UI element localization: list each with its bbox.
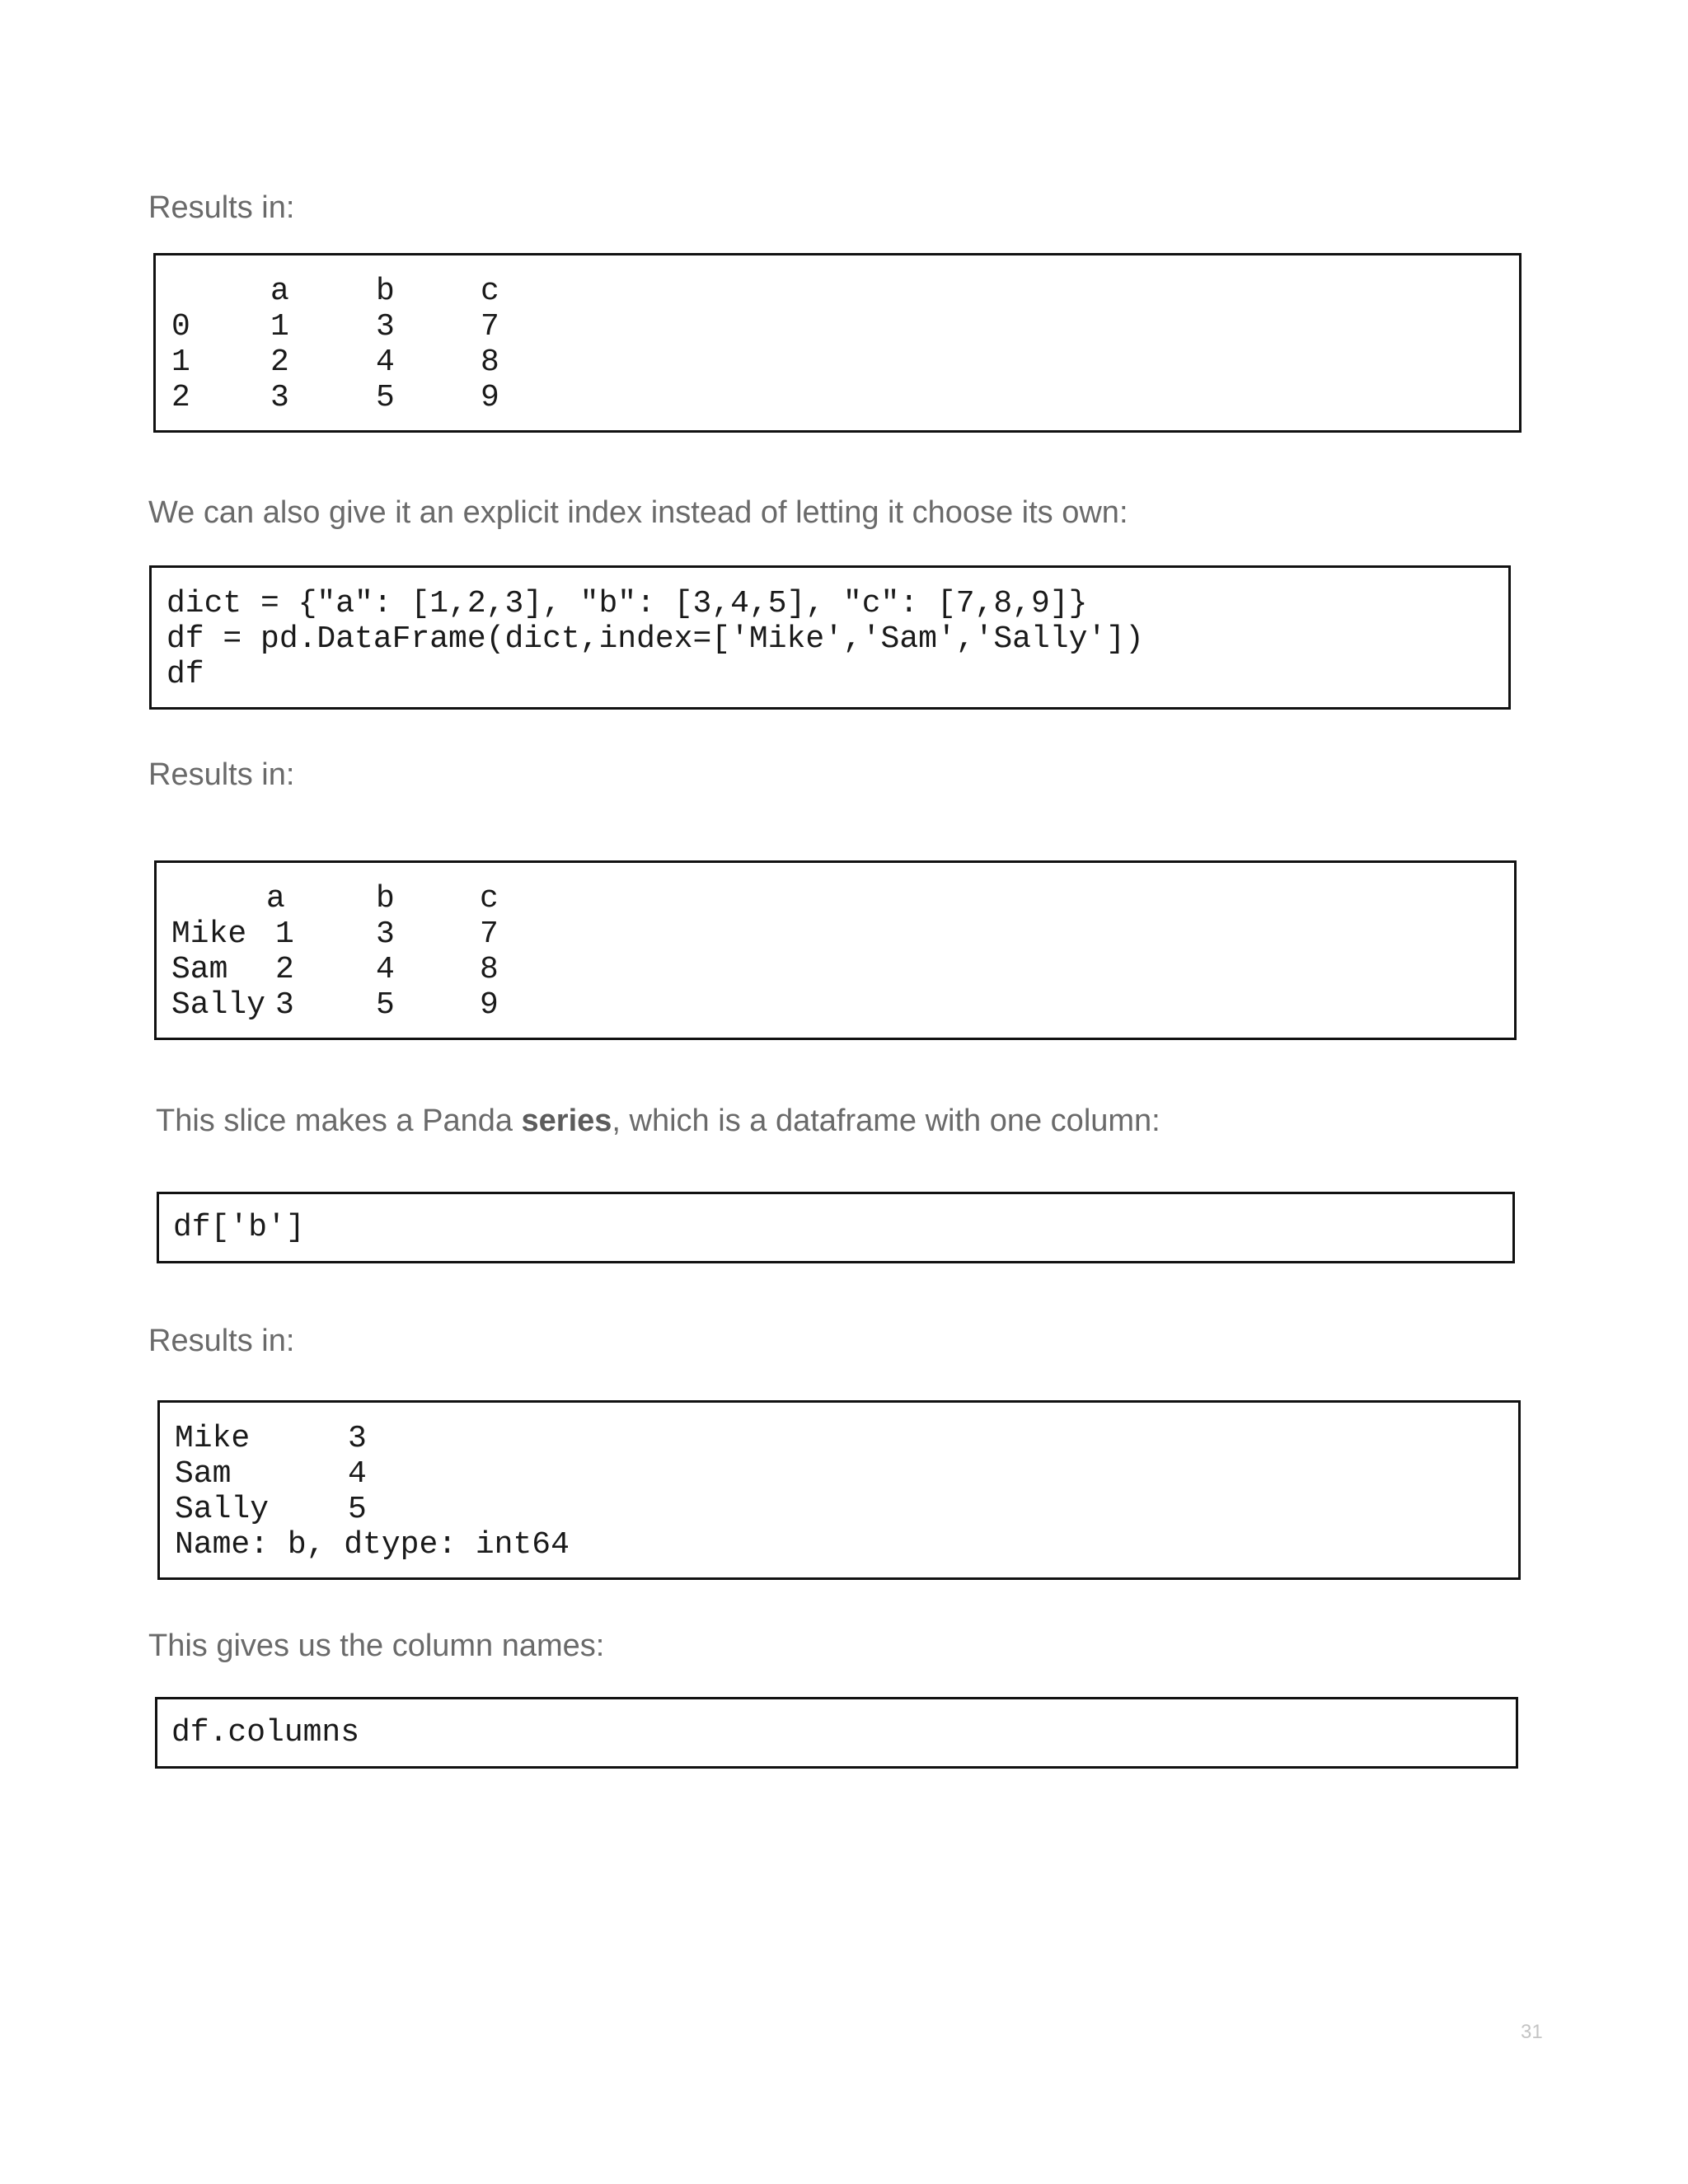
table-cell: 2 (275, 952, 294, 987)
row-index: 2 (171, 380, 190, 415)
code-line: df (166, 657, 204, 692)
row-index: 0 (171, 309, 190, 344)
code-block-columns (155, 1697, 1518, 1769)
column-header-a: a (266, 881, 285, 916)
columns-intro: This gives us the column names: (148, 1629, 605, 1663)
row-index: Mike (175, 1421, 251, 1456)
row-index: Sam (171, 952, 228, 987)
table-cell: 3 (376, 916, 395, 952)
series-footer: Name: b, dtype: int64 (175, 1527, 570, 1563)
explicit-index-intro: We can also give it an explicit index instead of letting it choose its own: (148, 495, 1128, 530)
table-cell: 5 (376, 380, 395, 415)
table-cell: 3 (376, 309, 395, 344)
dataframe-output-named-index (154, 860, 1517, 1040)
table-cell: 1 (270, 309, 289, 344)
row-index: Sam (175, 1456, 232, 1492)
table-cell: 4 (376, 344, 395, 380)
table-cell: 5 (348, 1492, 367, 1527)
dataframe-output-default-index (153, 253, 1522, 433)
row-index: Sally (171, 987, 266, 1023)
table-cell: 2 (270, 344, 289, 380)
code-block-series-slice (157, 1192, 1515, 1263)
column-header-c: c (480, 881, 499, 916)
code-line: df = pd.DataFrame(dict,index=['Mike','Sam','Sally']) (166, 621, 1144, 657)
series-intro (156, 1103, 1160, 1141)
results-label-3: Results in: (148, 1324, 295, 1358)
table-cell: 4 (348, 1456, 367, 1492)
table-cell: 3 (270, 380, 289, 415)
table-cell: 8 (480, 952, 499, 987)
table-cell: 3 (348, 1421, 367, 1456)
column-header-c: c (481, 274, 499, 309)
row-index: 1 (171, 344, 190, 380)
results-label-2: Results in: (148, 757, 295, 792)
row-index: Sally (175, 1492, 270, 1527)
code-line: df['b'] (173, 1210, 305, 1245)
code-line: dict = {"a": [1,2,3], "b": [3,4,5], "c": [7,8,9]} (166, 586, 1088, 621)
table-cell: 3 (275, 987, 294, 1023)
table-cell: 1 (275, 916, 294, 952)
page-number: 31 (1521, 2021, 1543, 2043)
series-intro-bold: series (521, 1104, 612, 1138)
table-cell: 4 (376, 952, 395, 987)
column-header-b: b (376, 881, 395, 916)
code-block-explicit-index (149, 565, 1511, 710)
table-cell: 5 (376, 987, 395, 1023)
code-line: df.columns (171, 1715, 360, 1750)
table-cell: 9 (480, 987, 499, 1023)
table-cell: 9 (481, 380, 499, 415)
column-header-a: a (270, 274, 289, 309)
table-cell: 7 (480, 916, 499, 952)
column-header-b: b (376, 274, 395, 309)
results-label-1: Results in: (148, 190, 295, 225)
table-cell: 7 (481, 309, 499, 344)
series-intro-before: This slice makes a Panda (156, 1104, 522, 1138)
row-index: Mike (171, 916, 247, 952)
series-output (157, 1400, 1521, 1580)
table-cell: 8 (481, 344, 499, 380)
series-intro-after: , which is a dataframe with one column: (612, 1104, 1160, 1138)
